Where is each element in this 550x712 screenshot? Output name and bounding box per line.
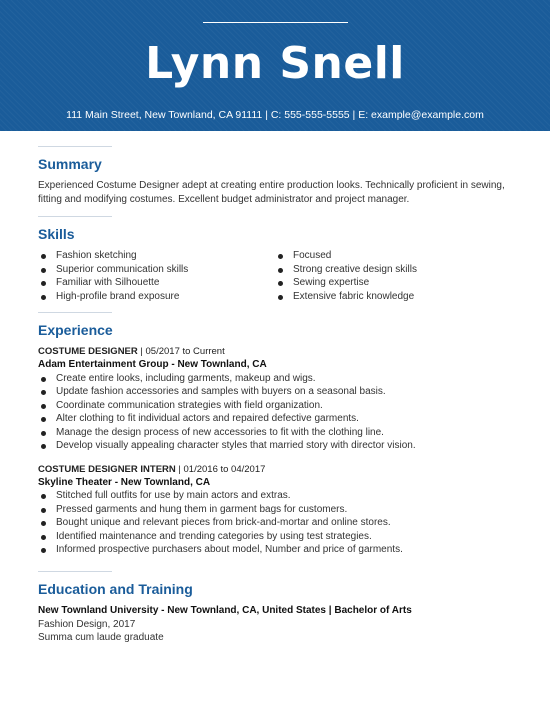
- job-dates: | 01/2016 to 04/2017: [175, 463, 266, 475]
- resume-header: [0, 0, 550, 131]
- skill-item: Fashion sketching: [38, 249, 275, 263]
- candidate-name: Lynn Snell: [145, 38, 405, 89]
- job-bullets: [38, 489, 520, 557]
- skill-item: Superior communication skills: [38, 263, 275, 277]
- job-title: COSTUME DESIGNER INTERN: [38, 463, 176, 475]
- skills-right-list: [275, 249, 417, 303]
- job-bullet: Manage the design process of new accessories to fit with the clothing line.: [38, 426, 520, 440]
- summary-heading: Summary: [38, 156, 102, 172]
- job-title-line: [38, 345, 520, 358]
- education-section: [38, 571, 520, 645]
- skills-heading: Skills: [38, 226, 75, 242]
- experience-section: [38, 312, 520, 557]
- skill-item: Familiar with Silhouette: [38, 276, 275, 290]
- education-field: Fashion Design, 2017: [38, 618, 136, 630]
- education-school: New Townland University - New Townland, CA, United States | Bachelor of Arts: [38, 605, 412, 616]
- skill-item: High-profile brand exposure: [38, 290, 275, 304]
- section-divider: [38, 146, 112, 147]
- skills-left-list: [38, 249, 275, 303]
- job-title: COSTUME DESIGNER: [38, 346, 138, 357]
- summary-section: [38, 146, 520, 206]
- section-divider: [38, 571, 112, 572]
- job-bullet: Bought unique and relevant pieces from brick-and-mortar and online stores.: [38, 516, 520, 530]
- skill-item: Focused: [275, 249, 417, 263]
- job-bullet: Alter clothing to fit individual actors and repaired defective garments.: [38, 412, 520, 426]
- summary-text: Experienced Costume Designer adept at creating entire production looks. Technically proficient in sewing, fitting and modifying costumes. Excellent budget administrator and project manager.: [38, 180, 505, 205]
- job-bullet: Stitched full outfits for use by main actors and extras.: [38, 489, 520, 503]
- job-organization: Skyline Theater - New Townland, CA: [38, 476, 211, 488]
- experience-heading: Experience: [38, 322, 113, 338]
- job-title-line: [38, 463, 520, 476]
- skills-section: [38, 216, 520, 303]
- section-divider: [38, 216, 112, 217]
- job-organization: Adam Entertainment Group - New Townland, CA: [38, 359, 267, 370]
- skill-item: Sewing expertise: [275, 276, 417, 290]
- job-bullet: Create entire looks, including garments, makeup and wigs.: [38, 372, 520, 386]
- job-bullet: Informed prospective purchasers about model, Number and price of garments.: [38, 543, 520, 557]
- job-bullet: Update fashion accessories and samples with buyers on a seasonal basis.: [38, 385, 520, 399]
- job-bullet: Identified maintenance and trending categories by using test strategies.: [38, 530, 520, 544]
- job-bullet: Pressed garments and hung them in garment bags for customers.: [38, 503, 520, 517]
- job-bullet: Coordinate communication strategies with field organization.: [38, 399, 520, 413]
- job-bullet: Develop visually appealing character styles that married story with director vision.: [38, 439, 520, 453]
- header-rule: [203, 22, 348, 23]
- education-honor: Summa cum laude graduate: [38, 632, 164, 643]
- section-divider: [38, 312, 112, 313]
- job-dates: | 05/2017 to Current: [137, 346, 225, 357]
- skill-item: Extensive fabric knowledge: [275, 290, 417, 304]
- skill-item: Strong creative design skills: [275, 263, 417, 277]
- job-bullets: [38, 372, 520, 453]
- contact-info: 111 Main Street, New Townland, CA 91111 | C: 555-555-5555 | E: example@example.com: [66, 109, 484, 121]
- education-heading: Education and Training: [38, 581, 193, 597]
